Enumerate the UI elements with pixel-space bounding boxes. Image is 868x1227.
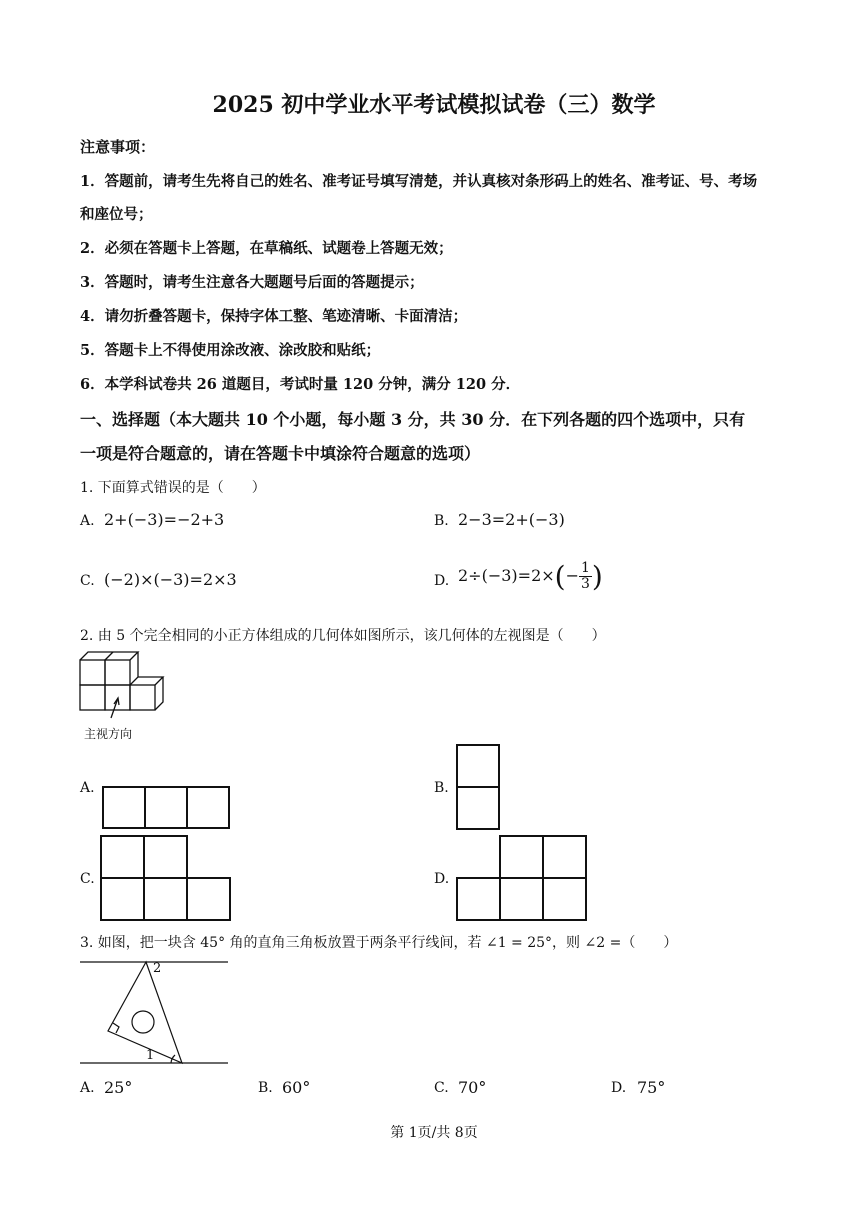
- notice-item: 2．必须在答题卡上答题，在草稿纸、试题卷上答题无效；: [80, 240, 453, 257]
- view-square: [499, 835, 544, 879]
- fraction: [579, 561, 592, 593]
- question-3-stem: 3. 如图，把一块含 45° 角的直角三角板放置于两条平行线间，若 ∠1 = 25°，则 ∠2 =（ ）: [80, 935, 678, 951]
- notice-item: 4．请勿折叠答题卡，保持字体工整、笔迹清晰、卡面清洁；: [80, 308, 468, 325]
- exam-title: 2025 初中学业水平考试模拟试卷（三）数学: [212, 92, 656, 118]
- q3-option-d-label: D.: [611, 1080, 627, 1096]
- view-square: [100, 835, 145, 879]
- view-square: [456, 786, 500, 830]
- q2-option-c-label: C.: [80, 871, 95, 887]
- view-square: [499, 877, 544, 921]
- page-footer: 第 1页/共 8页: [390, 1125, 478, 1141]
- view-square: [542, 877, 587, 921]
- q3-option-d: 75°: [637, 1078, 666, 1097]
- q1-option-d: [458, 560, 603, 593]
- q3-option-a: 25°: [104, 1078, 133, 1097]
- q3-option-b-label: B.: [258, 1080, 273, 1096]
- q1-option-d-expr: 2÷(−3)=2×: [458, 566, 555, 585]
- figure-caption: 主视方向: [84, 727, 133, 741]
- view-square: [186, 786, 230, 829]
- q1-option-c-label: C.: [80, 573, 95, 589]
- q2-option-a-label: A.: [80, 780, 95, 796]
- angle-2-label: 2: [153, 961, 162, 976]
- view-square: [144, 786, 188, 829]
- angle-1-label: 1: [146, 1048, 155, 1063]
- section-heading-cont: 一项是符合题意的，请在答题卡中填涂符合题意的选项）: [80, 444, 481, 463]
- fraction-denominator: 3: [581, 576, 590, 592]
- fraction-numerator: 1: [581, 559, 590, 576]
- q3-option-c: 70°: [458, 1078, 487, 1097]
- question-2-stem: 2. 由 5 个完全相同的小正方体组成的几何体如图所示，该几何体的左视图是（ ）: [80, 628, 606, 644]
- q2-option-b-label: B.: [434, 780, 449, 796]
- q1-option-d-minus: −: [565, 566, 579, 585]
- q1-option-a: 2+(−3)=−2+3: [104, 510, 225, 529]
- q3-option-b: 60°: [282, 1078, 311, 1097]
- notice-item: 1．答题前，请考生先将自己的姓名、准考证号填写清楚，并认真核对条形码上的姓名、准考证、号、考场: [80, 173, 758, 190]
- q3-option-a-label: A.: [80, 1080, 95, 1096]
- view-square: [102, 786, 146, 829]
- q3-option-c-label: C.: [434, 1080, 449, 1096]
- view-square: [143, 877, 188, 921]
- q2-option-d-label: D.: [434, 871, 450, 887]
- notice-heading: 注意事项：: [80, 138, 156, 156]
- notice-item: 5．答题卡上不得使用涂改液、涂改胶和贴纸；: [80, 342, 381, 359]
- paren-close: ): [591, 560, 603, 593]
- notice-item: 和座位号；: [80, 206, 153, 223]
- notice-item: 3．答题时，请考生注意各大题题号后面的答题提示；: [80, 274, 424, 291]
- paren-open: (: [554, 560, 566, 593]
- question-1-stem: 1. 下面算式错误的是（ ）: [80, 480, 266, 496]
- notice-item: 6．本学科试卷共 26 道题目，考试时量 120 分钟，满分 120 分．: [80, 376, 521, 393]
- view-square: [456, 877, 501, 921]
- q1-option-a-label: A.: [80, 513, 95, 529]
- q1-option-b-label: B.: [434, 513, 449, 529]
- view-square: [186, 877, 231, 921]
- cube-solid-figure: [76, 650, 171, 725]
- q1-option-c: (−2)×(−3)=2×3: [104, 570, 237, 589]
- view-square: [100, 877, 145, 921]
- section-heading: 一、选择题（本大题共 10 个小题，每小题 3 分，共 30 分．在下列各题的四个选项中，只有: [80, 410, 746, 429]
- q1-option-d-label: D.: [434, 573, 450, 589]
- q1-option-b: 2−3=2+(−3): [458, 510, 565, 529]
- view-square: [542, 835, 587, 879]
- view-square: [143, 835, 188, 879]
- view-square: [456, 744, 500, 788]
